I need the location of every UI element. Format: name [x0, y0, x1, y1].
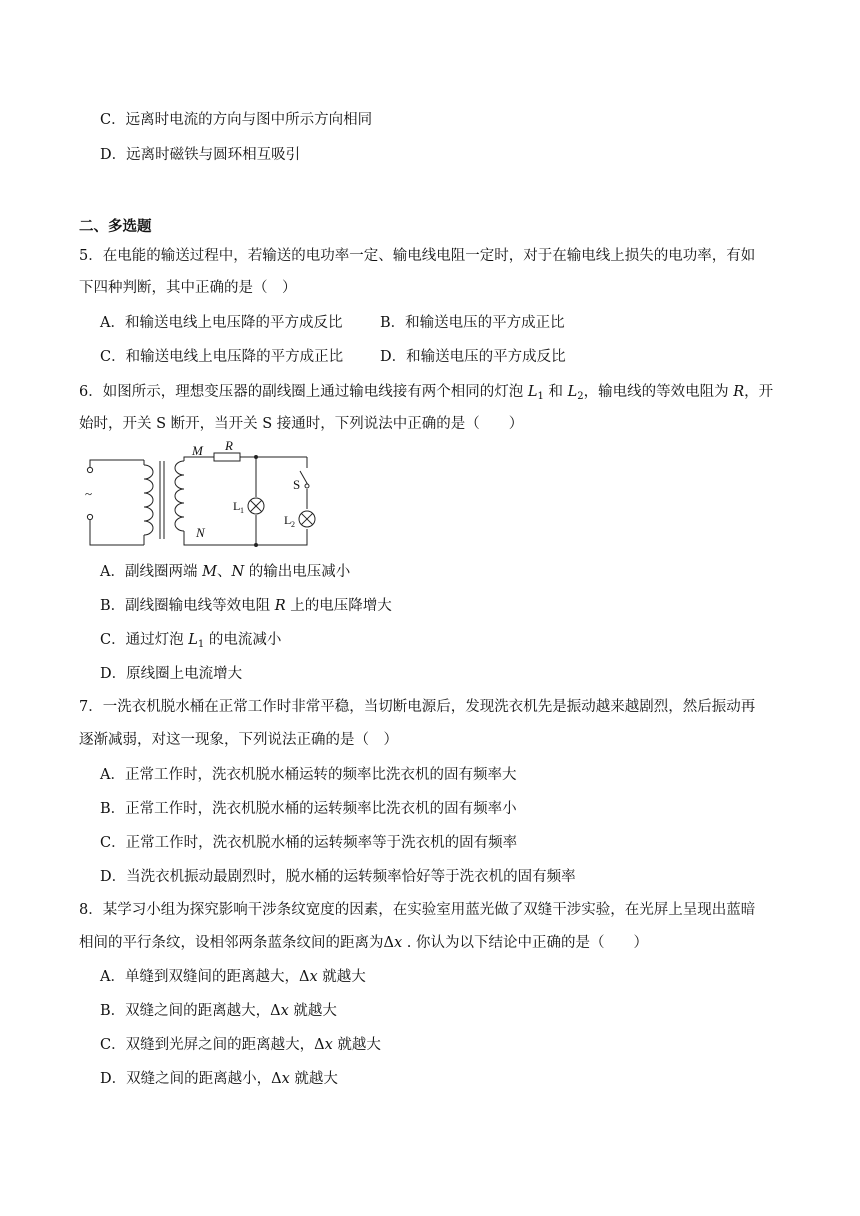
q8-option-b: B．双缝之间的距离越大，Δx 就越大 — [100, 1003, 337, 1019]
label-l2-sub: 2 — [291, 520, 295, 529]
label-r: R — [225, 441, 233, 453]
label-m: M — [192, 443, 203, 458]
transformer-circuit-diagram — [82, 441, 342, 549]
label-n: N — [196, 525, 205, 540]
q6-option-d: D．原线圈上电流增大 — [100, 666, 243, 682]
ac-source-symbol: ~ — [85, 486, 93, 501]
q8-option-a: A．单缝到双缝间的距离越大，Δx 就越大 — [100, 969, 366, 985]
label-l1-sub: 1 — [240, 506, 244, 515]
q6-stem-line1: 6．如图所示，理想变压器的副线圈上通过输电线接有两个相同的灯泡 $L_1$ 和 $L_2$，输电线的等效电阻为 R，开 — [79, 384, 774, 402]
q6-option-a: A．副线圈两端 M、N 的输出电压减小 — [100, 564, 351, 580]
q4-option-d: D．远离时磁铁与圆环相互吸引 — [100, 147, 301, 163]
q8-option-c: C．双缝到光屏之间的距离越大，Δx 就越大 — [100, 1037, 381, 1053]
q8-option-d: D．双缝之间的距离越小，Δx 就越大 — [100, 1071, 338, 1087]
q6-stem-line2: 始时，开关 S 断开，当开关 S 接通时，下列说法中正确的是（ ） — [79, 416, 524, 432]
q5-option-d: D．和输送电压的平方成反比 — [380, 349, 566, 365]
q6-option-c: C．通过灯泡 $L_1$ 的电流减小 — [100, 632, 282, 650]
q7-option-b: B．正常工作时，洗衣机脱水桶的运转频率比洗衣机的固有频率小 — [100, 801, 517, 817]
q7-option-d: D．当洗衣机振动最剧烈时，脱水桶的运转频率恰好等于洗衣机的固有频率 — [100, 869, 576, 885]
section-title: 二、多选题 — [79, 218, 152, 235]
label-l1: L — [233, 499, 241, 513]
q5-option-c: C．和输送电线上电压降的平方成正比 — [100, 349, 344, 365]
q4-option-c: C．远离时电流的方向与图中所示方向相同 — [100, 112, 373, 128]
q5-option-b: B．和输送电压的平方成正比 — [380, 315, 565, 331]
q5-stem-line1: 5．在电能的输送过程中，若输送的电功率一定、输电线电阻一定时，对于在输电线上损失的电功率，有如 — [79, 248, 756, 264]
label-l2: L — [284, 513, 292, 527]
q5-stem-line2: 下四种判断，其中正确的是（ ） — [79, 280, 297, 296]
q7-option-a: A．正常工作时，洗衣机脱水桶运转的频率比洗衣机的固有频率大 — [100, 767, 517, 783]
q6-option-b: B．副线圈输电线等效电阻 R 上的电压降增大 — [100, 598, 392, 614]
q8-stem-line2: 相间的平行条纹，设相邻两条蓝条纹间的距离为Δx . 你认为以下结论中正确的是（ ） — [79, 935, 648, 951]
q7-stem-line1: 7．一洗衣机脱水桶在正常工作时非常平稳，当切断电源后，发现洗衣机先是振动越来越剧烈，然后振动再 — [79, 699, 756, 715]
label-s: S — [293, 477, 301, 492]
q7-option-c: C．正常工作时，洗衣机脱水桶的运转频率等于洗衣机的固有频率 — [100, 835, 518, 851]
q7-stem-line2: 逐渐减弱，对这一现象，下列说法正确的是（ ） — [79, 732, 398, 748]
q8-stem-line1: 8．某学习小组为探究影响干涉条纹宽度的因素，在实验室用蓝光做了双缝干涉实验，在光屏上呈现出蓝暗 — [79, 902, 756, 918]
q5-option-a: A．和输送电线上电压降的平方成反比 — [100, 315, 343, 331]
